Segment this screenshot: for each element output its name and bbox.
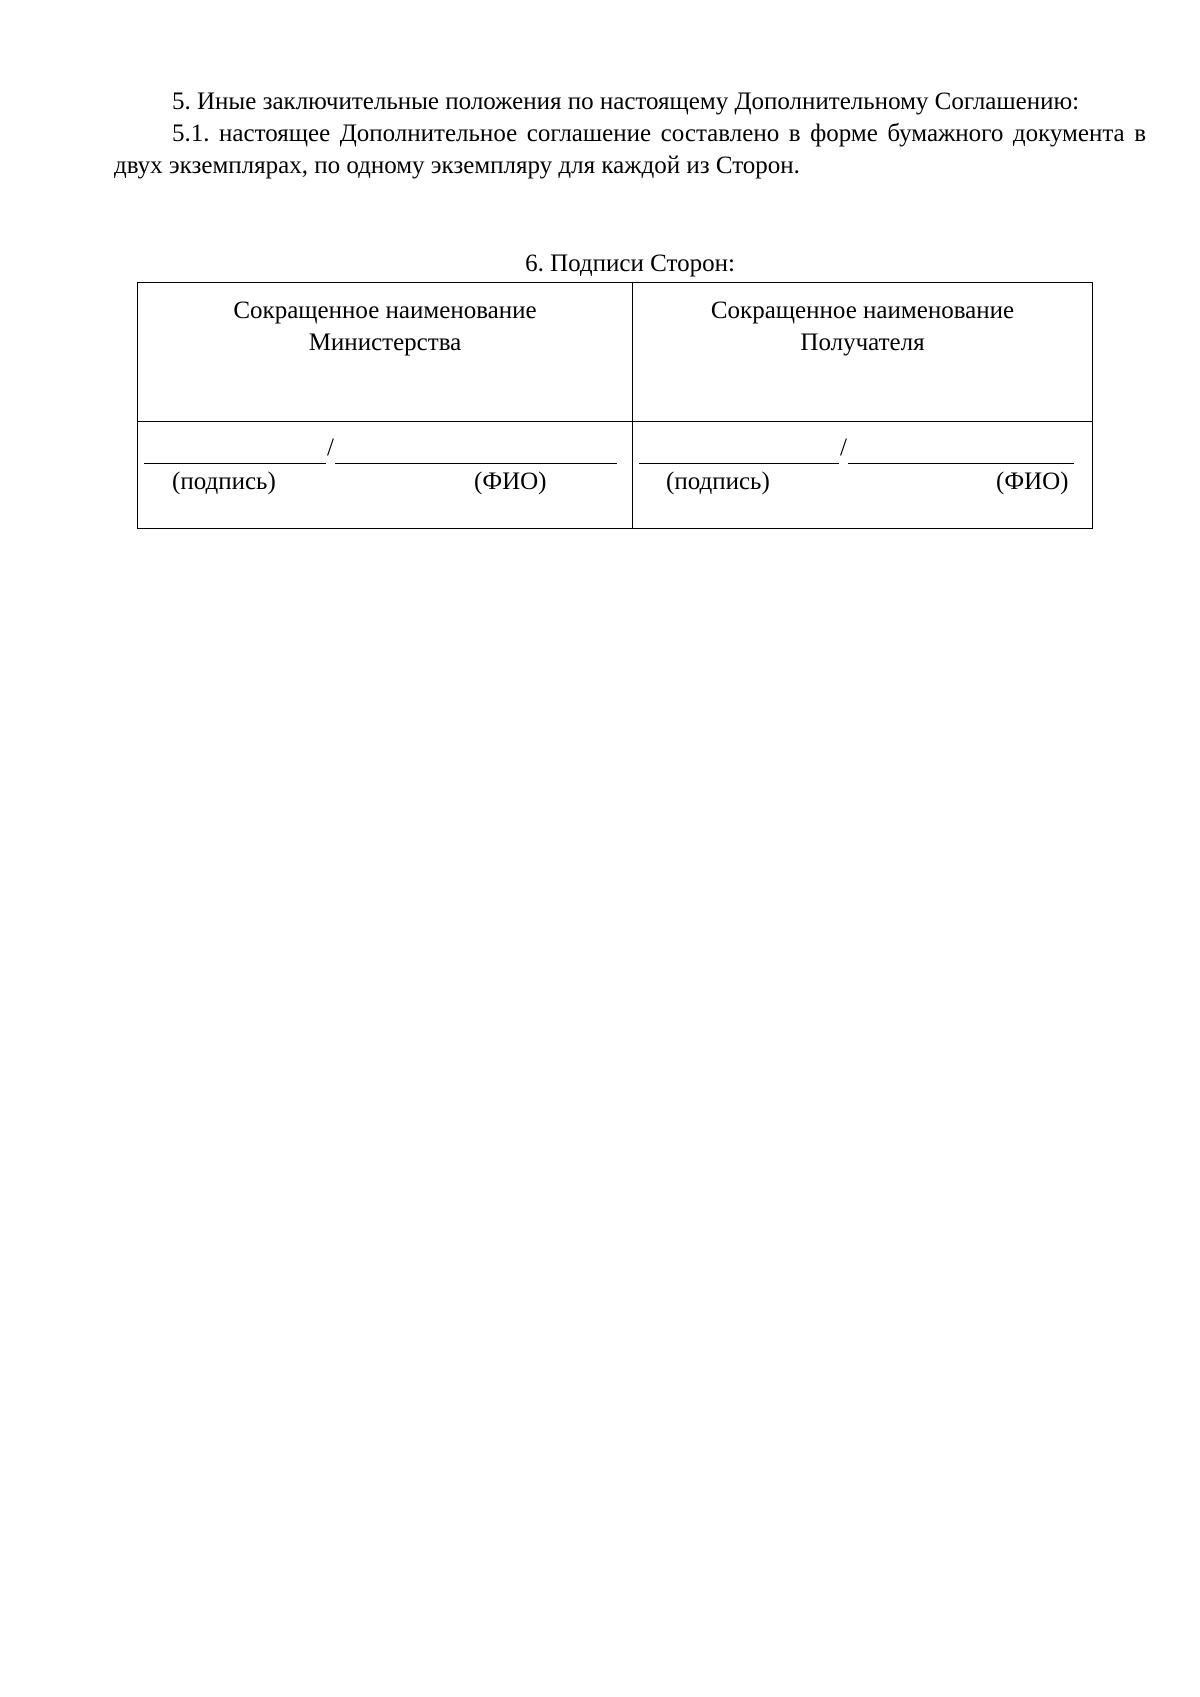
paragraph-5-1: 5.1. настоящее Дополнительное соглашение составлено в форме бумажного документа в двух экземплярах, по одному экземпляру для каждой из Сторон. <box>114 120 1146 179</box>
ministry-signature-caption: (подпись) <box>172 468 276 495</box>
ministry-name-line1: Сокращенное наименование <box>233 297 537 324</box>
recipient-name-cell <box>633 283 1093 422</box>
recipient-signature-slash: / <box>840 434 847 461</box>
ministry-signature-field <box>144 435 326 464</box>
signatures-table <box>137 282 1093 529</box>
recipient-signature-caption: (подпись) <box>666 468 770 495</box>
ministry-signature-cell <box>138 422 633 529</box>
recipient-signature-cell <box>633 422 1093 529</box>
ministry-name-line2: Министерства <box>308 329 462 356</box>
section-6-title: 6. Подписи Сторон: <box>525 250 735 277</box>
recipient-signature-field <box>639 435 839 464</box>
recipient-fio-field <box>848 435 1074 464</box>
ministry-fio-field <box>335 435 617 464</box>
ministry-signature-line <box>144 432 617 464</box>
ministry-name-cell <box>138 283 633 422</box>
paragraph-5: 5. Иные заключительные положения по настоящему Дополнительному Соглашению: <box>172 88 1080 115</box>
recipient-name-line1: Сокращенное наименование <box>710 297 1015 324</box>
document-page <box>114 86 1146 495</box>
recipient-signature-line <box>639 432 1074 464</box>
ministry-signature-slash: / <box>327 434 334 461</box>
ministry-fio-caption: (ФИО) <box>474 468 547 495</box>
recipient-name-line2: Получателя <box>800 329 925 356</box>
recipient-fio-caption: (ФИО) <box>996 468 1069 495</box>
